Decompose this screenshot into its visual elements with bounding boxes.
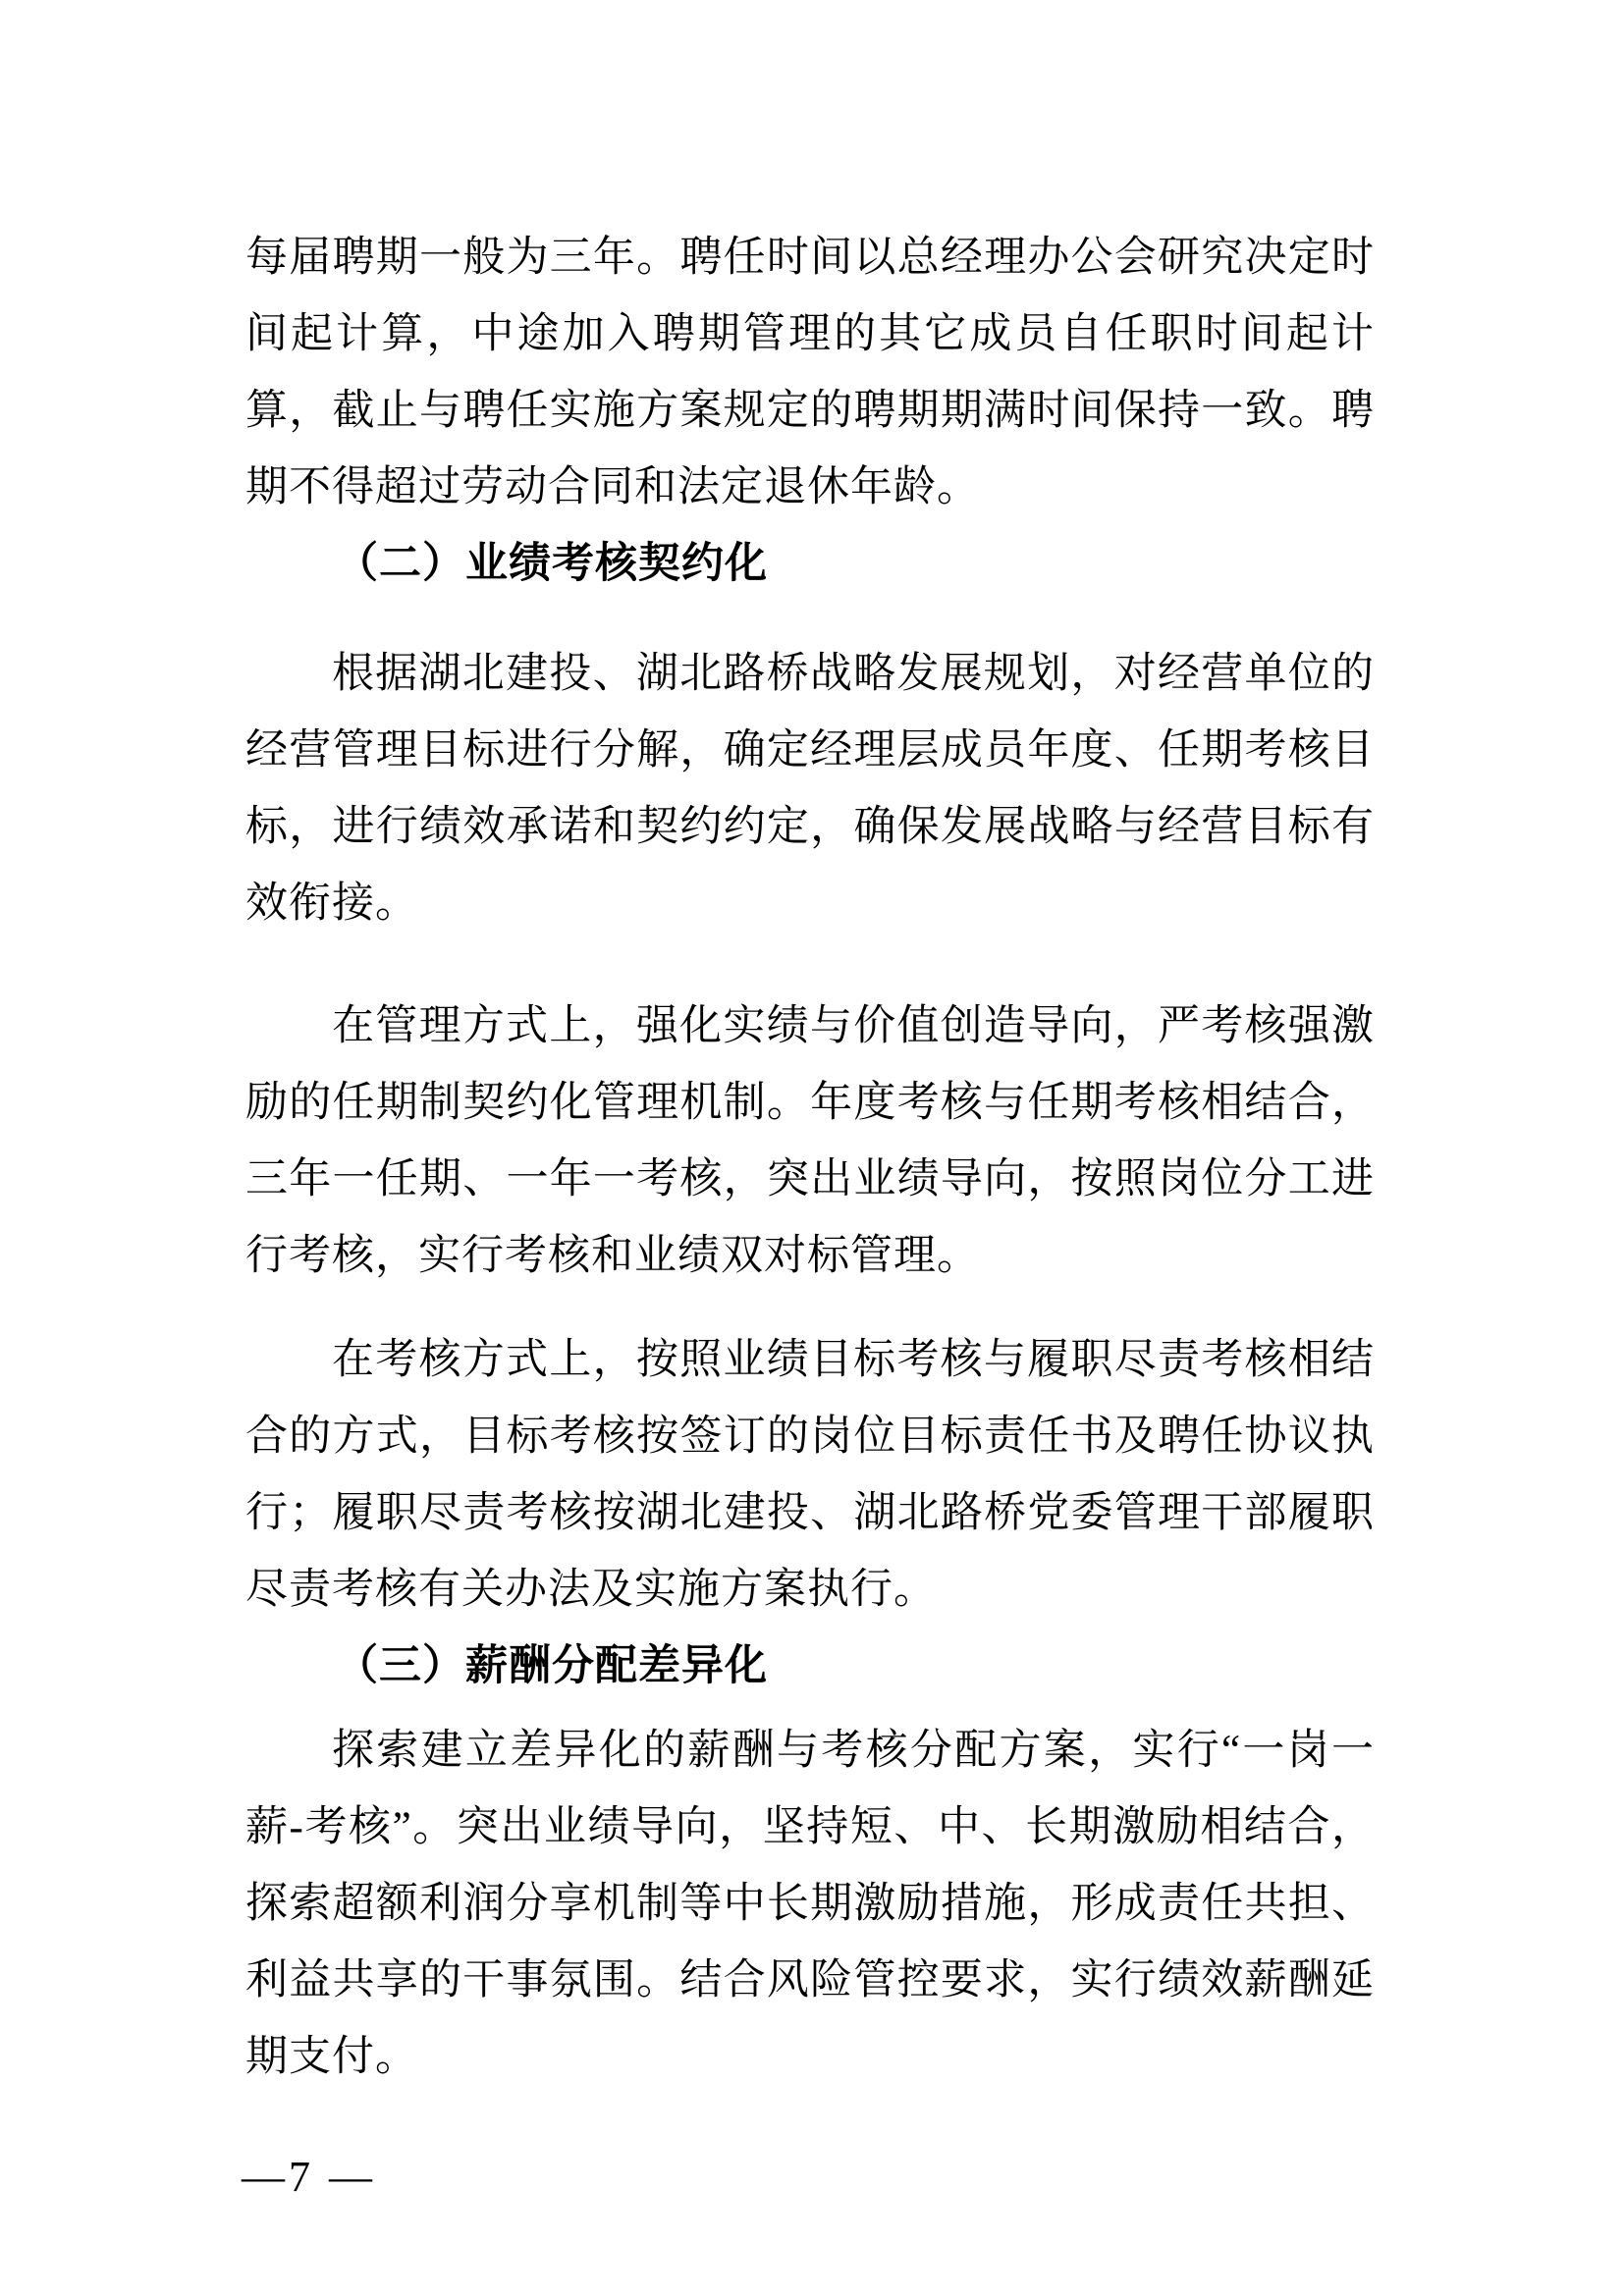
section-heading-2 — [245, 526, 1375, 603]
text-line: 尽责考核有关办法及实施方案执行。 — [245, 1567, 937, 1613]
text-line: 探索超额利润分享机制等中长期激励措施，形成责任共担、 — [245, 1881, 1375, 1927]
text-line: 探索建立差异化的薪酬与考核分配方案，实行“一岗一 — [332, 1728, 1375, 1774]
heading-text: （三）薪酬分配差异化 — [336, 1643, 768, 1689]
text-line: 行考核，实行考核和业绩双对标管理。 — [245, 1233, 980, 1279]
text-line: 效衔接。 — [245, 881, 418, 927]
paragraph-assessment-targets — [245, 636, 1375, 942]
text-line: 间起计算，中途加入聘期管理的其它成员自任职时间起计 — [245, 311, 1375, 357]
page-number: —7 — — [242, 2153, 376, 2201]
text-line: 薪-考核”。突出业绩导向，坚持短、中、长期激励相结合， — [245, 1804, 1375, 1850]
text-line: 三年一任期、一年一考核，突出业绩导向，按照岗位分工进 — [245, 1156, 1375, 1202]
text-line: 每届聘期一般为三年。聘任时间以总经理办公会研究决定时 — [245, 235, 1375, 281]
document-body — [245, 220, 1375, 2096]
section-heading-3 — [245, 1629, 1375, 1705]
text-line: 根据湖北建投、湖北路桥战略发展规划，对经营单位的 — [332, 651, 1375, 697]
text-line: 期不得超过劳动合同和法定退休年龄。 — [245, 464, 980, 510]
text-line: 标，进行绩效承诺和契约约定，确保发展战略与经营目标有 — [245, 804, 1375, 850]
text-line: 行；履职尽责考核按湖北建投、湖北路桥党委管理干部履职 — [245, 1490, 1375, 1536]
paragraph-continuation — [245, 220, 1375, 526]
text-line: 算，截止与聘任实施方案规定的聘期期满时间保持一致。聘 — [245, 388, 1375, 434]
text-line: 在考核方式上，按照业绩目标考核与履职尽责考核相结 — [332, 1337, 1375, 1383]
paragraph-assessment-method — [245, 1322, 1375, 1629]
paragraph-salary-differentiation — [245, 1713, 1375, 2096]
heading-text: （二）业绩考核契约化 — [336, 541, 768, 587]
text-line: 利益共享的干事氛围。结合风险管控要求，实行绩效薪酬延 — [245, 1957, 1375, 2003]
text-line: 在管理方式上，强化实绩与价值创造导向，严考核强激 — [332, 1003, 1375, 1049]
text-line: 合的方式，目标考核按签订的岗位目标责任书及聘任协议执 — [245, 1414, 1375, 1460]
text-line: 经营管理目标进行分解，确定经理层成员年度、任期考核目 — [245, 727, 1375, 774]
paragraph-management-method — [245, 988, 1375, 1295]
text-line: 励的任期制契约化管理机制。年度考核与任期考核相结合， — [245, 1080, 1375, 1126]
text-line: 期支付。 — [245, 2034, 418, 2080]
